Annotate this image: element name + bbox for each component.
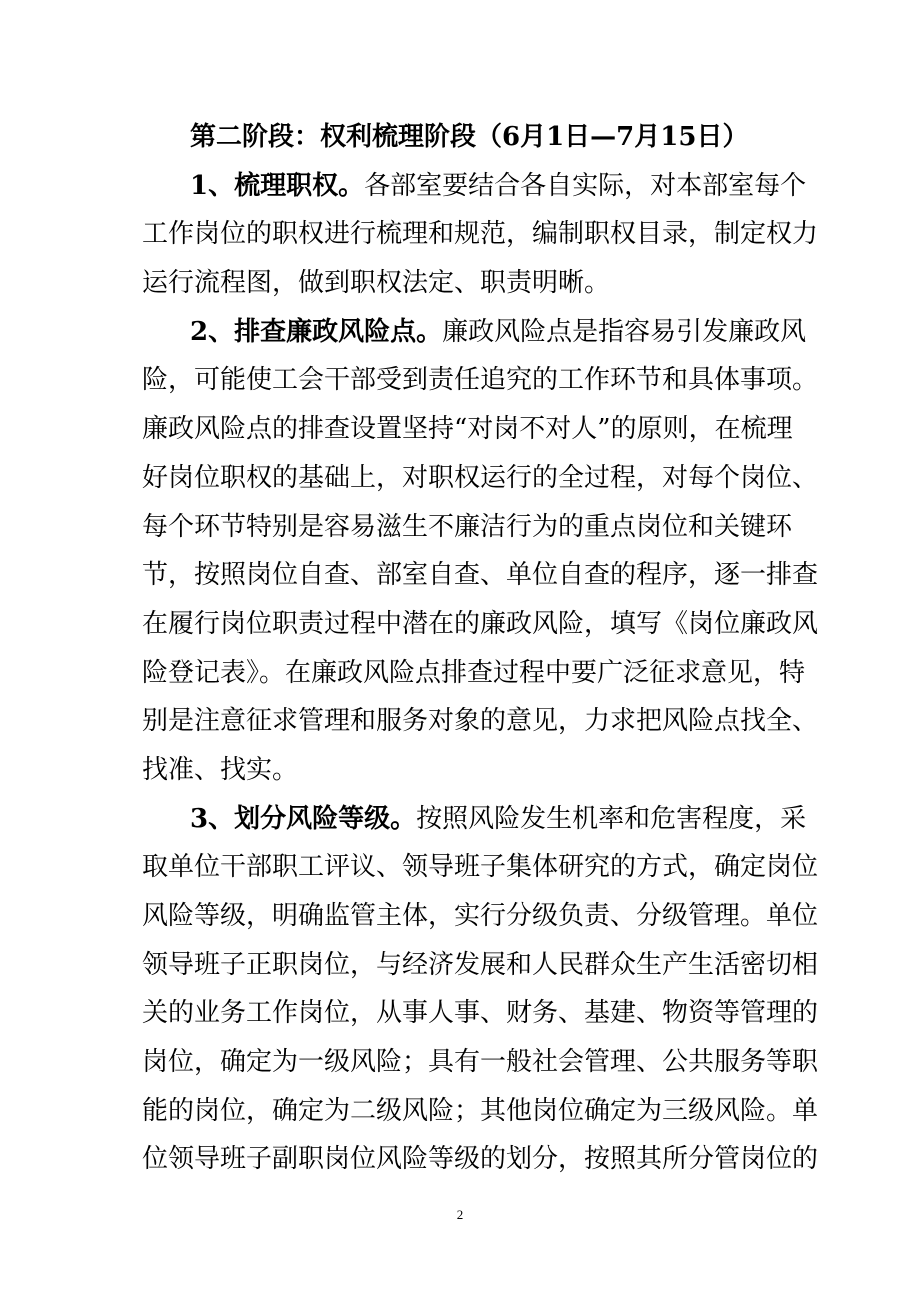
paragraph-1-line-3: 运行流程图，做到职权法定、职责明晰。 [142, 268, 611, 299]
paragraph-2-line-10: 找准、找实。 [142, 754, 299, 785]
paragraph-1-line-2: 工作岗位的职权进行梳理和规范，编制职权目录，制定权力 [142, 219, 819, 250]
paragraph-3-line-3: 风险等级，明确监管主体，实行分级负责、分级管理。单位 [142, 901, 819, 931]
paragraph-3-lead: 3、划分风险等级。 [190, 803, 417, 834]
paragraph-1-lead: 1、梳理职权。 [190, 170, 365, 201]
paragraph-3-line-8: 位领导班子副职岗位风险等级的划分，按照其所分管岗位的 [142, 1144, 819, 1175]
paragraph-2-line-2: 险，可能使工会干部受到责任追究的工作环节和具体事项。 [142, 365, 819, 396]
paragraph-2-line-1 [142, 308, 807, 357]
paragraph-2-line-7: 在履行岗位职责过程中潜在的廉政风险，填写《岗位廉政风 [142, 608, 819, 639]
paragraph-3-line-4: 领导班子正职岗位，与经济发展和人民群众生产生活密切相 [142, 949, 819, 980]
paragraph-3-line-1 [142, 795, 807, 844]
paragraph-2-line-3: 廉政风险点的排查设置坚持“对岗不对人”的原则，在梳理 [142, 414, 793, 445]
paragraph-2-line-9: 别是注意征求管理和服务对象的意见，力求把风险点找全、 [142, 706, 819, 737]
paragraph-3-line-7: 能的岗位，确定为二级风险；其他岗位确定为三级风险。单 [142, 1095, 819, 1126]
section-heading: 第二阶段：权利梳理阶段（6月1日—7月15日） [190, 122, 749, 152]
paragraph-2-line-5: 每个环节特别是容易滋生不廉洁行为的重点岗位和关键环 [142, 511, 793, 542]
paragraph-3-line-2: 取单位干部职工评议、领导班子集体研究的方式，确定岗位 [142, 852, 819, 883]
paragraph-3-text: 按照风险发生机率和危害程度，采 [416, 803, 807, 834]
paragraph-3-line-5: 关的业务工作岗位，从事人事、财务、基建、物资等管理的 [142, 998, 819, 1029]
paragraph-2-lead: 2、排查廉政风险点。 [190, 316, 443, 347]
paragraph-3-line-6: 岗位，确定为一级风险；具有一般社会管理、公共服务等职 [142, 1047, 819, 1078]
paragraph-1-text: 各部室要结合各自实际，对本部室每个 [364, 170, 807, 201]
paragraph-2-line-8: 险登记表》。在廉政风险点排查过程中要广泛征求意见，特 [142, 657, 806, 688]
paragraph-1-line-1 [142, 162, 807, 211]
paragraph-2-line-6: 节，按照岗位自查、部室自查、单位自查的程序，逐一排查 [142, 560, 819, 591]
document-body [142, 113, 819, 1184]
paragraph-2-line-4: 好岗位职权的基础上，对职权运行的全过程，对每个岗位、 [142, 462, 819, 493]
page-number: 2 [456, 1207, 464, 1222]
paragraph-2-text: 廉政风险点是指容易引发廉政风 [442, 316, 807, 347]
